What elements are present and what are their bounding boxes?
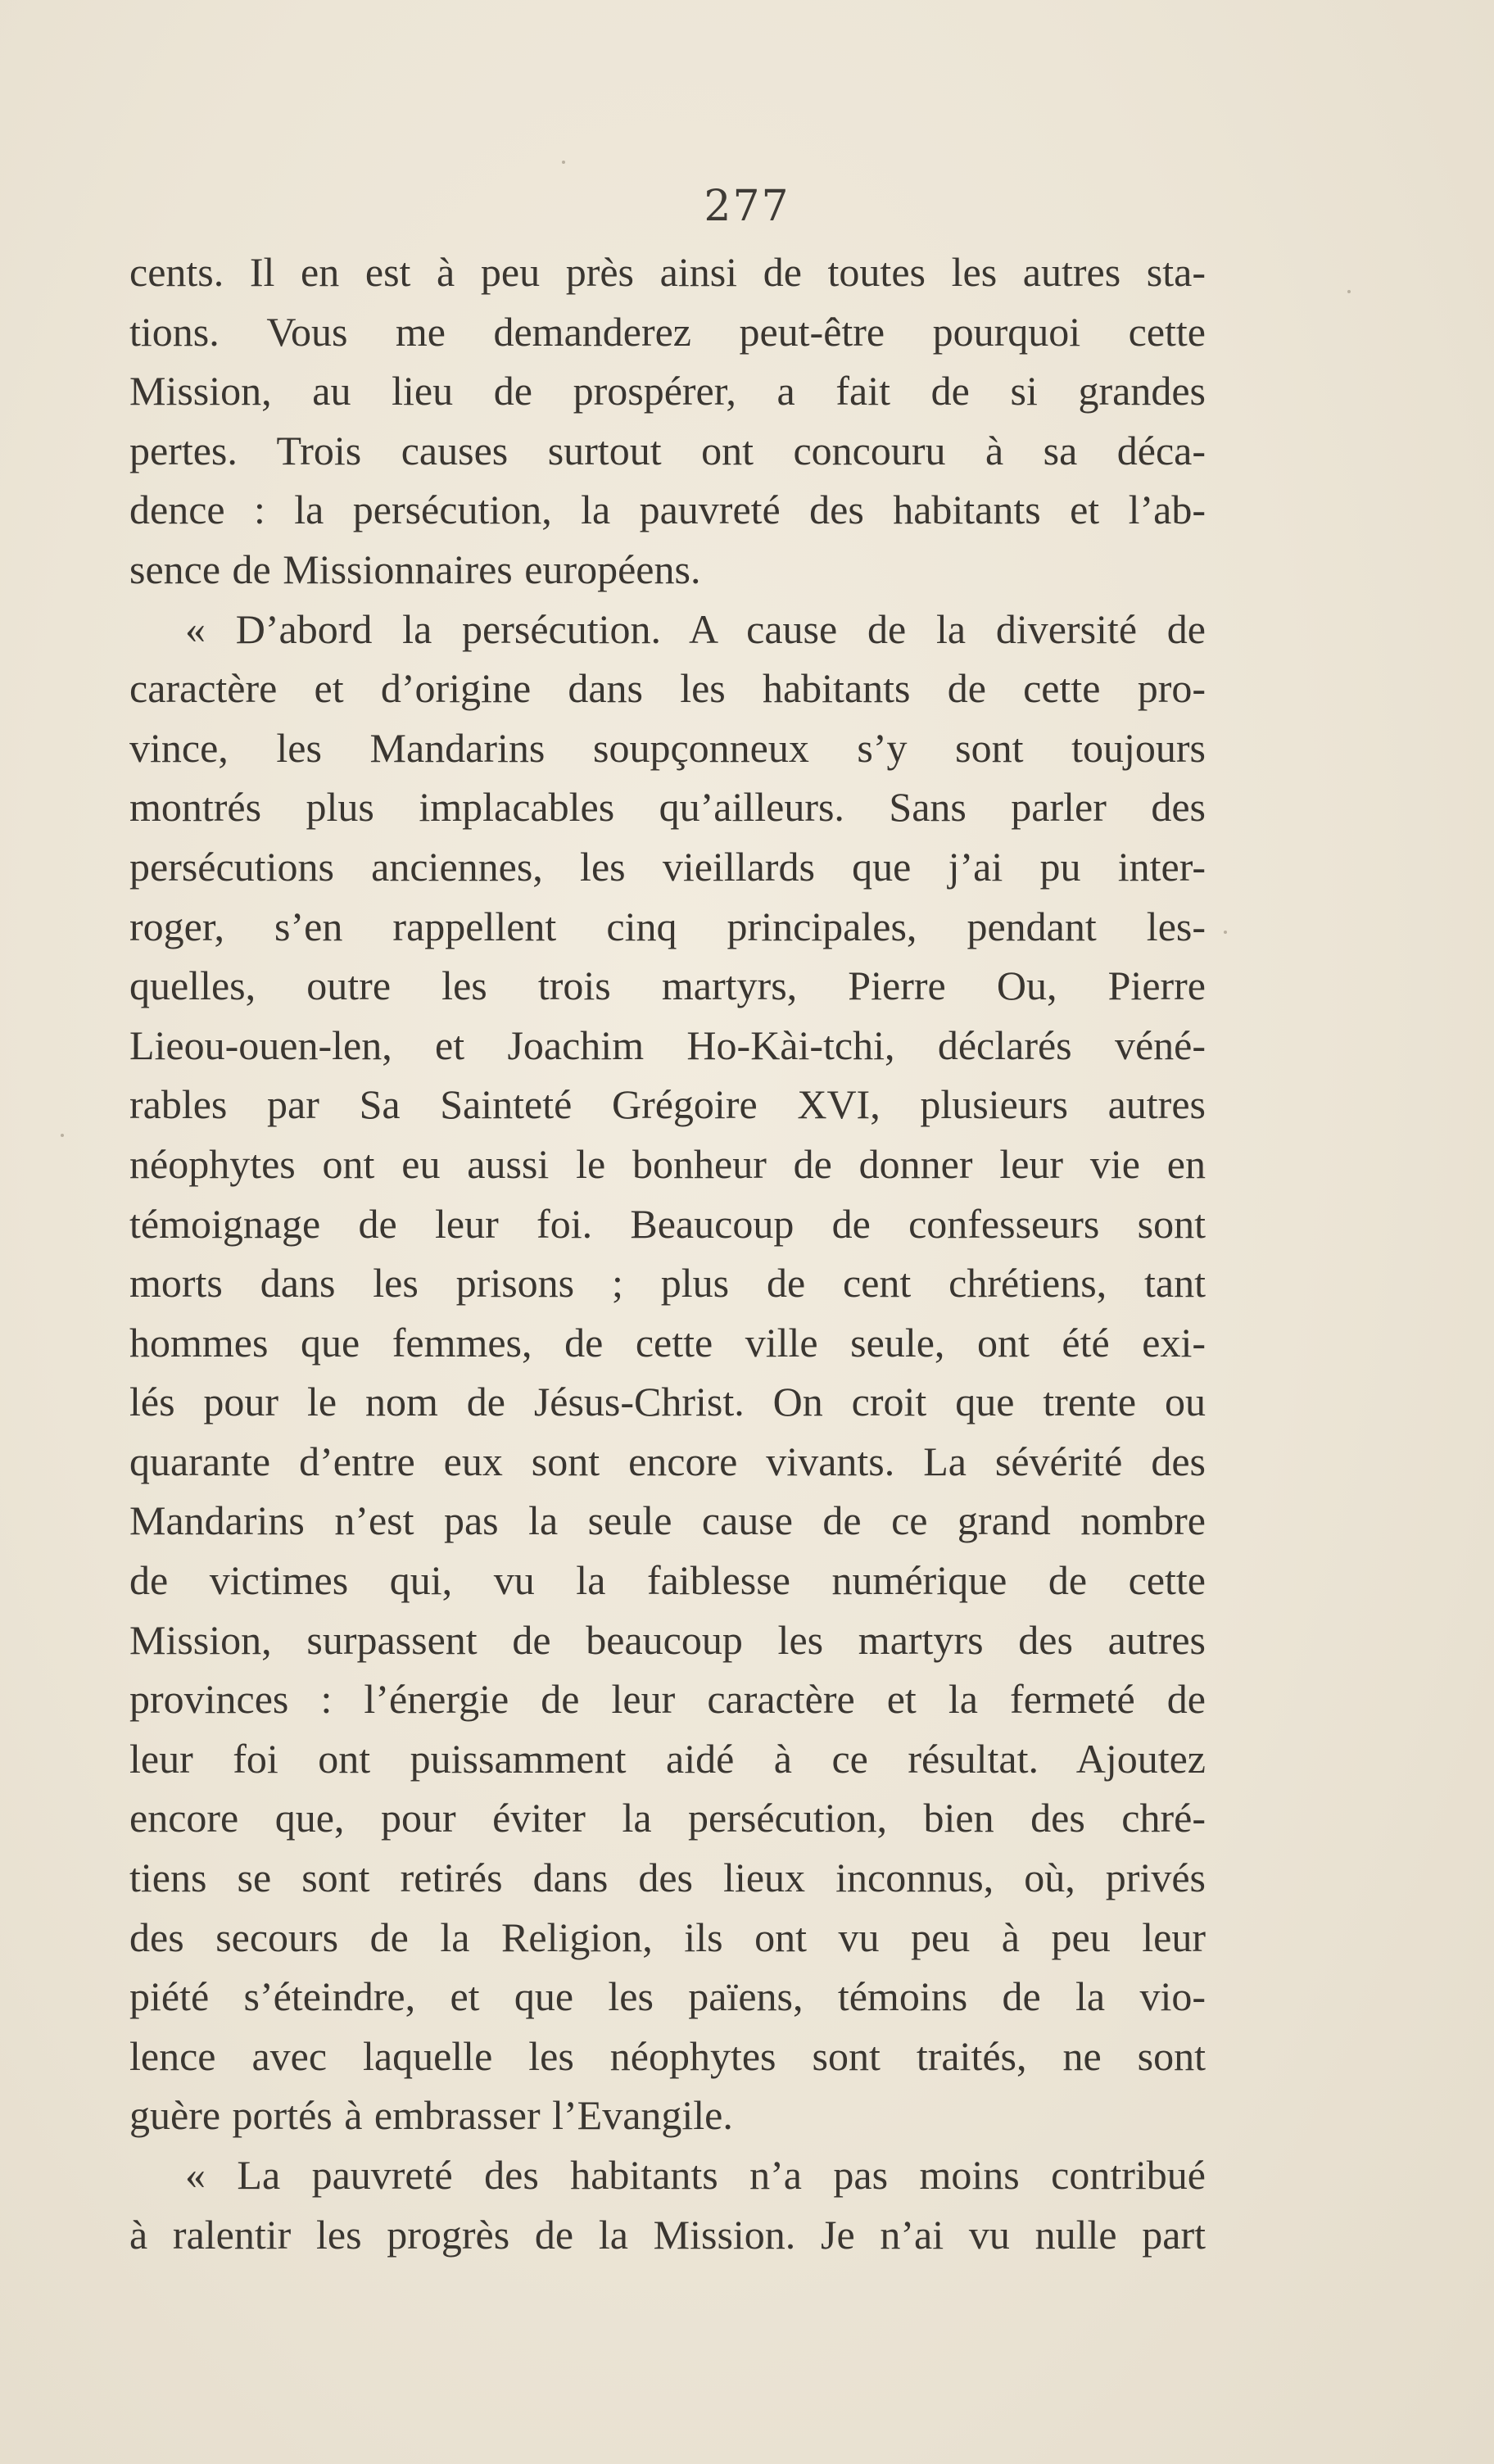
text-line: montrés plus implacables qu’ailleurs. Sans parler des xyxy=(129,784,1206,831)
text-line: hommes que femmes, de cette ville seule, ont été exi- xyxy=(129,1319,1206,1366)
paragraph-end-line: guère portés à embrasser l’Evangile. xyxy=(129,2092,733,2139)
text-line: morts dans les prisons ; plus de cent chrétiens, tant xyxy=(129,1260,1206,1307)
paragraph-end-line: sence de Missionnaires européens. xyxy=(129,546,701,592)
body-text xyxy=(129,242,1206,2264)
text-line: leur foi ont puissamment aidé à ce résultat. Ajoutez xyxy=(129,1735,1206,1782)
text-line: persécutions anciennes, les vieillards que j’ai pu inter- xyxy=(129,843,1206,890)
page-number: 277 xyxy=(704,182,790,231)
paper-speck xyxy=(1224,931,1227,934)
text-line: témoignage de leur foi. Beaucoup de confesseurs sont xyxy=(129,1200,1206,1247)
text-line: dence : la persécution, la pauvreté des habitants et l’ab- xyxy=(129,487,1206,533)
paragraph-start-line: « La pauvreté des habitants n’a pas moins contribué xyxy=(185,2152,1206,2198)
paragraph-start-line: « D’abord la persécution. A cause de la diversité de xyxy=(185,605,1206,652)
paper-speck xyxy=(562,161,565,164)
text-line: lence avec laquelle les néophytes sont traités, ne sont xyxy=(129,2032,1206,2079)
paper-speck xyxy=(61,1134,64,1137)
text-line: à ralentir les progrès de la Mission. Je n’ai vu nulle part xyxy=(129,2211,1206,2258)
text-line: Mission, au lieu de prospérer, a fait de si grandes xyxy=(129,368,1206,414)
text-line: quelles, outre les trois martyrs, Pierre Ou, Pierre xyxy=(129,962,1206,1009)
text-line: pertes. Trois causes surtout ont concouru à sa déca- xyxy=(129,427,1206,473)
text-line: de victimes qui, vu la faiblesse numérique de cette xyxy=(129,1557,1206,1604)
text-line: lés pour le nom de Jésus-Christ. On croit que trente ou xyxy=(129,1379,1206,1425)
text-line: Lieou-ouen-len, et Joachim Ho-Kài-tchi, déclarés véné- xyxy=(129,1021,1206,1068)
text-line: piété s’éteindre, et que les païens, témoins de la vio- xyxy=(129,1973,1206,2020)
text-line: provinces : l’énergie de leur caractère et la fermeté de xyxy=(129,1676,1206,1723)
text-line: quarante d’entre eux sont encore vivants. La sévérité des xyxy=(129,1438,1206,1484)
text-line: tions. Vous me demanderez peut-être pourquoi cette xyxy=(129,308,1206,355)
text-line: néophytes ont eu aussi le bonheur de donner leur vie en xyxy=(129,1140,1206,1187)
text-line: vince, les Mandarins soupçonneux s’y sont toujours xyxy=(129,724,1206,771)
text-line: tiens se sont retirés dans des lieux inconnus, où, privés xyxy=(129,1855,1206,1901)
text-line: roger, s’en rappellent cinq principales, pendant les- xyxy=(129,903,1206,949)
paper-speck xyxy=(1347,290,1351,293)
text-line: Mission, surpassent de beaucoup les martyrs des autres xyxy=(129,1616,1206,1663)
text-line: caractère et d’origine dans les habitants de cette pro- xyxy=(129,665,1206,712)
text-line: Mandarins n’est pas la seule cause de ce grand nombre xyxy=(129,1497,1206,1544)
text-line: des secours de la Religion, ils ont vu peu à peu leur xyxy=(129,1914,1206,1960)
text-line: cents. Il en est à peu près ainsi de toutes les autres sta- xyxy=(129,249,1206,295)
text-line: encore que, pour éviter la persécution, bien des chré- xyxy=(129,1795,1206,1841)
text-line: rables par Sa Sainteté Grégoire XVI, plusieurs autres xyxy=(129,1081,1206,1128)
